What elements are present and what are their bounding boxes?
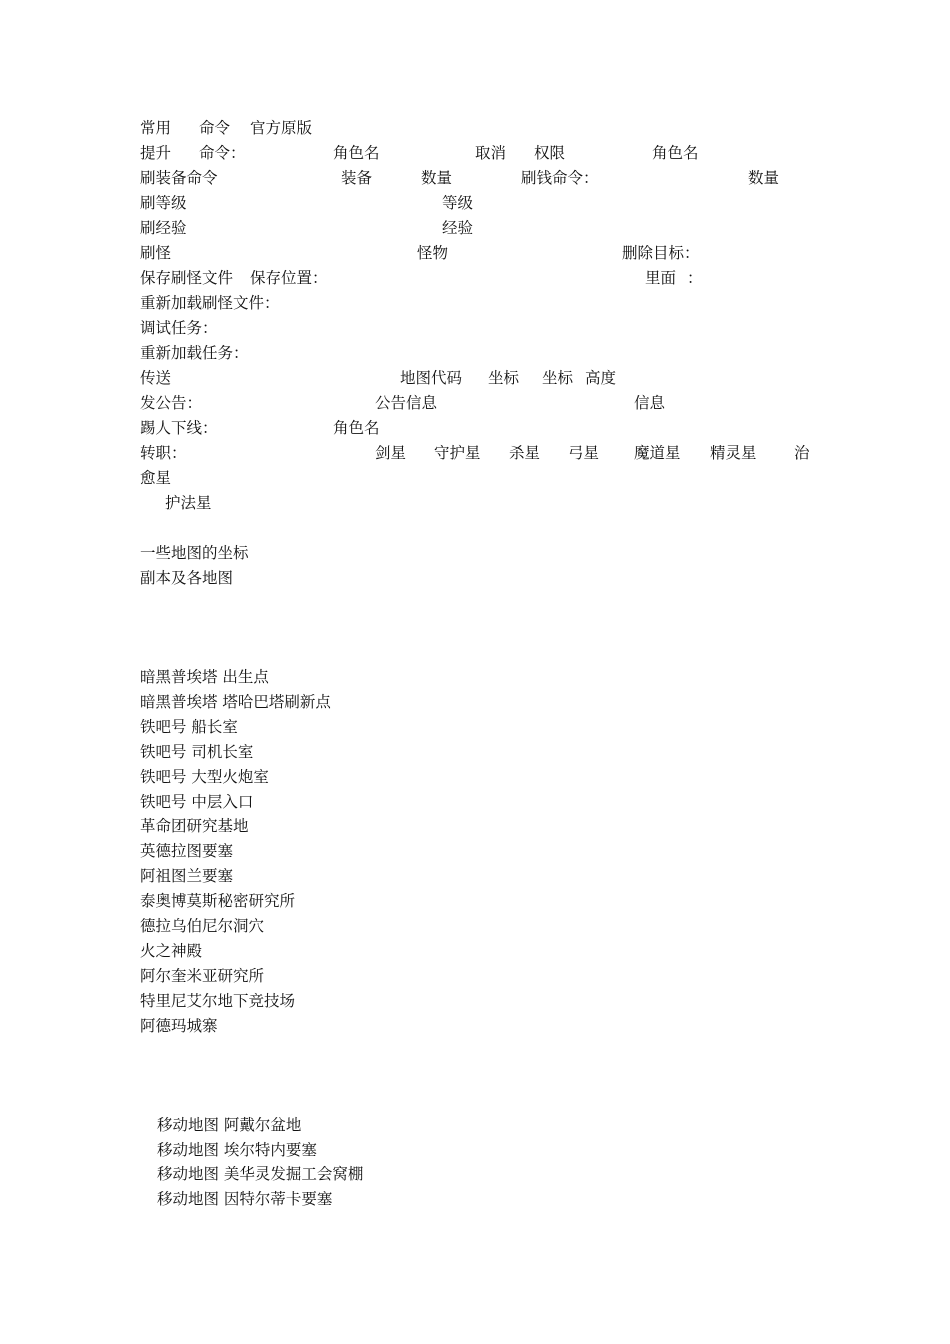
text-label: 命令：: [199, 144, 246, 162]
map-item: 铁吧号 中层入口: [140, 793, 254, 811]
map-item: 阿祖图兰要塞: [140, 867, 234, 885]
text-label: 刷怪: [140, 244, 172, 262]
text-label: 里面: [645, 269, 677, 287]
text-label: 踢人下线：: [140, 419, 218, 437]
map-item: 泰奥博莫斯秘密研究所: [140, 892, 296, 910]
text-label: 刷钱命令：: [521, 169, 599, 187]
text-label: 护法星: [165, 494, 212, 512]
text-label: 杀星: [509, 444, 541, 462]
section-heading: 一些地图的坐标: [140, 544, 249, 562]
map-item: 阿德玛城寨: [140, 1017, 218, 1035]
move-map-item: 移动地图 因特尔蒂卡要塞: [157, 1190, 333, 1208]
text-label: 怪物: [417, 244, 449, 262]
text-label: 精灵星: [710, 444, 757, 462]
map-item: 铁吧号 大型火炮室: [140, 768, 269, 786]
text-label: 调试任务：: [140, 319, 218, 337]
move-map-item: 移动地图 阿戴尔盆地: [157, 1116, 302, 1134]
text-label: 治: [794, 444, 810, 462]
text-label: 经验: [442, 219, 474, 237]
text-label: 保存位置：: [250, 269, 328, 287]
text-label: 刷等级: [140, 194, 187, 212]
text-label: 等级: [442, 194, 474, 212]
text-label: 发公告：: [140, 394, 203, 412]
map-item: 铁吧号 船长室: [140, 718, 238, 736]
move-map-item: 移动地图 埃尔特内要塞: [157, 1141, 317, 1159]
text-label: 常用: [140, 119, 172, 137]
section-heading: 副本及各地图: [140, 569, 234, 587]
text-label: 重新加载任务：: [140, 344, 249, 362]
map-item: 暗黑普埃塔 出生点: [140, 668, 269, 686]
text-label: 愈星: [140, 469, 172, 487]
map-item: 阿尔奎米亚研究所: [140, 967, 265, 985]
text-label: 传送: [140, 369, 172, 387]
text-label: 取消: [475, 144, 507, 162]
text-label: 刷经验: [140, 219, 187, 237]
text-label: 装备: [341, 169, 373, 187]
map-item: 英德拉图要塞: [140, 842, 234, 860]
text-label: 剑星: [375, 444, 407, 462]
text-label: 公告信息: [375, 394, 438, 412]
move-map-item: 移动地图 美华灵发掘工会窝棚: [157, 1165, 364, 1183]
map-item: 火之神殿: [140, 942, 203, 960]
text-label: 删除目标：: [622, 244, 700, 262]
text-label: 弓星: [568, 444, 600, 462]
text-label: 信息: [634, 394, 666, 412]
map-item: 铁吧号 司机长室: [140, 743, 254, 761]
text-label: 权限: [534, 144, 566, 162]
text-label: 魔道星: [634, 444, 681, 462]
text-label: 提升: [140, 144, 172, 162]
text-label: 坐标: [488, 369, 520, 387]
text-label: 高度: [585, 369, 617, 387]
text-label: 保存刷怪文件: [140, 269, 234, 287]
text-label: 刷装备命令: [140, 169, 218, 187]
map-item: 德拉乌伯尼尔洞穴: [140, 917, 265, 935]
text-label: 命令: [199, 119, 231, 137]
text-label: 地图代码: [400, 369, 463, 387]
text-label: 数量: [421, 169, 453, 187]
text-label: 数量: [748, 169, 780, 187]
text-label: 守护星: [434, 444, 481, 462]
text-label: 坐标: [542, 369, 574, 387]
text-label: 重新加载刷怪文件：: [140, 294, 280, 312]
text-label: 官方原版: [250, 119, 313, 137]
map-item: 特里尼艾尔地下竞技场: [140, 992, 296, 1010]
text-label: 角色名: [333, 144, 380, 162]
text-label: 转职：: [140, 444, 187, 462]
map-item: 革命团研究基地: [140, 817, 249, 835]
map-item: 暗黑普埃塔 塔哈巴塔刷新点: [140, 693, 331, 711]
text-label: 角色名: [333, 419, 380, 437]
text-label: 角色名: [652, 144, 699, 162]
text-label: ：: [687, 269, 703, 287]
